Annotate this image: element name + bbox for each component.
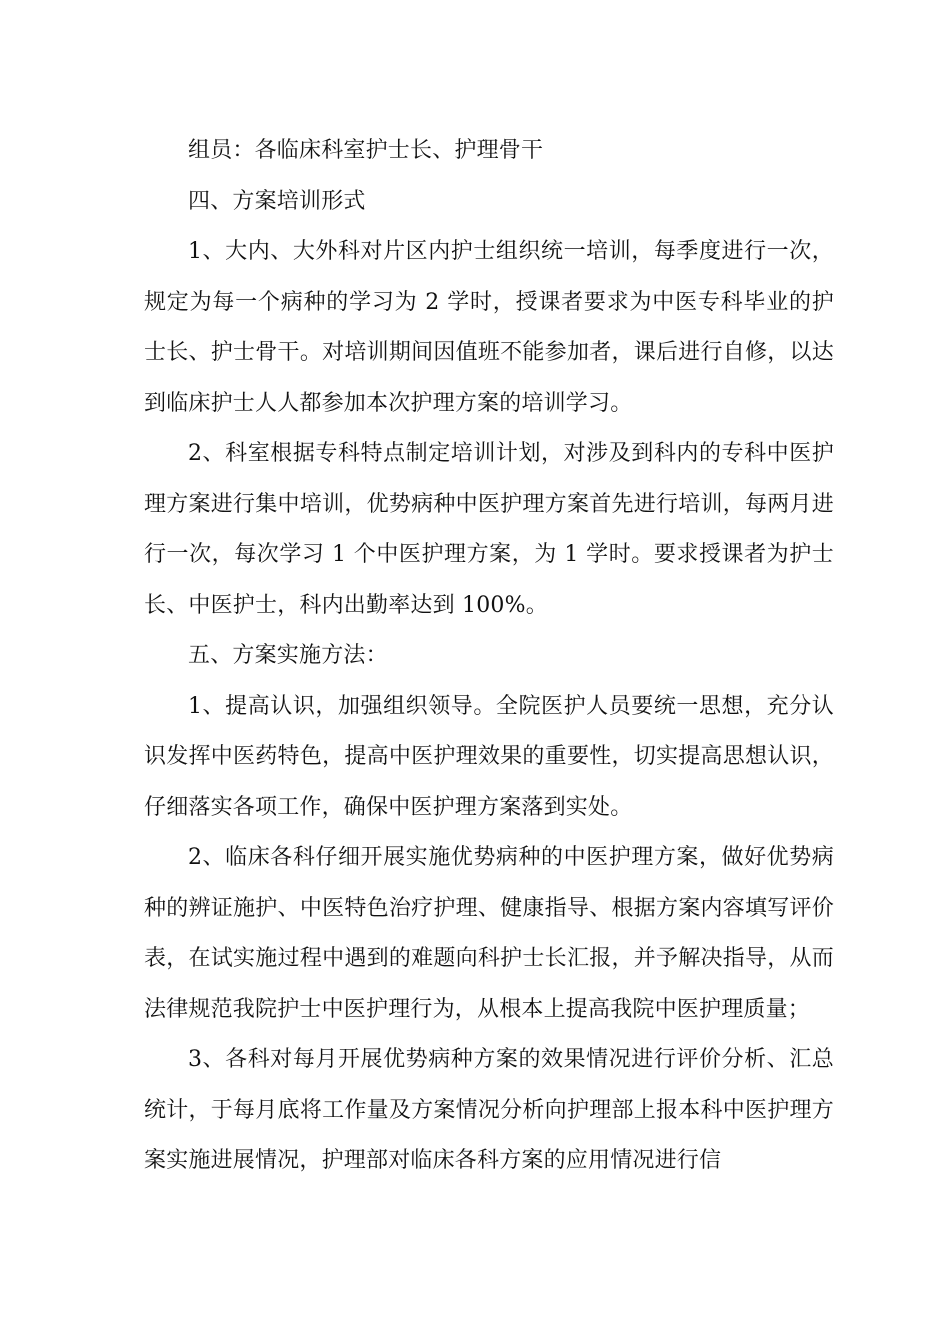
paragraph-training-2: 2、科室根据专科特点制定培训计划，对涉及到科内的专科中医护理方案进行集中培训，优势病种中医护理方案首先进行培训，每两月进行一次，每次学习 1 个中医护理方案，为 1 学时。要求授课者为护士长、中医护士，科内出勤率达到 100%。 — [144, 441, 834, 618]
heading-implementation-method: 五、方案实施方法： — [188, 643, 388, 668]
paragraph-implementation-1: 1、提高认识，加强组织领导。全院医护人员要统一思想，充分认识发挥中医药特色，提高中医护理效果的重要性，切实提高思想认识，仔细落实各项工作，确保中医护理方案落到实处。 — [144, 693, 834, 820]
paragraph-implementation-3: 3、各科对每月开展优势病种方案的效果情况进行评价分析、汇总统计，于每月底将工作量及方案情况分析向护理部上报本科中医护理方案实施进展情况，护理部对临床各科方案的应用情况进行信 — [144, 1047, 834, 1173]
paragraph-training-1: 1、大内、大外科对片区内护士组织统一培训，每季度进行一次，规定为每一个病种的学习为 2 学时，授课者要求为中医专科毕业的护士长、护士骨干。对培训期间因值班不能参加者，课后进行自修，以达到临床护士人人都参加本次护理方案的培训学习。 — [144, 239, 834, 416]
paragraph-implementation-2: 2、临床各科仔细开展实施优势病种的中医护理方案，做好优势病种的辨证施护、中医特色治疗护理、健康指导、根据方案内容填写评价表，在试实施过程中遇到的难题向科护士长汇报，并予解决指导，从而法律规范我院护士中医护理行为，从根本上提高我院中医护理质量； — [144, 845, 834, 1022]
paragraph-members: 组员：各临床科室护士长、护理骨干 — [188, 138, 544, 163]
document-body — [144, 126, 834, 1187]
heading-training-format: 四、方案培训形式 — [188, 188, 366, 214]
